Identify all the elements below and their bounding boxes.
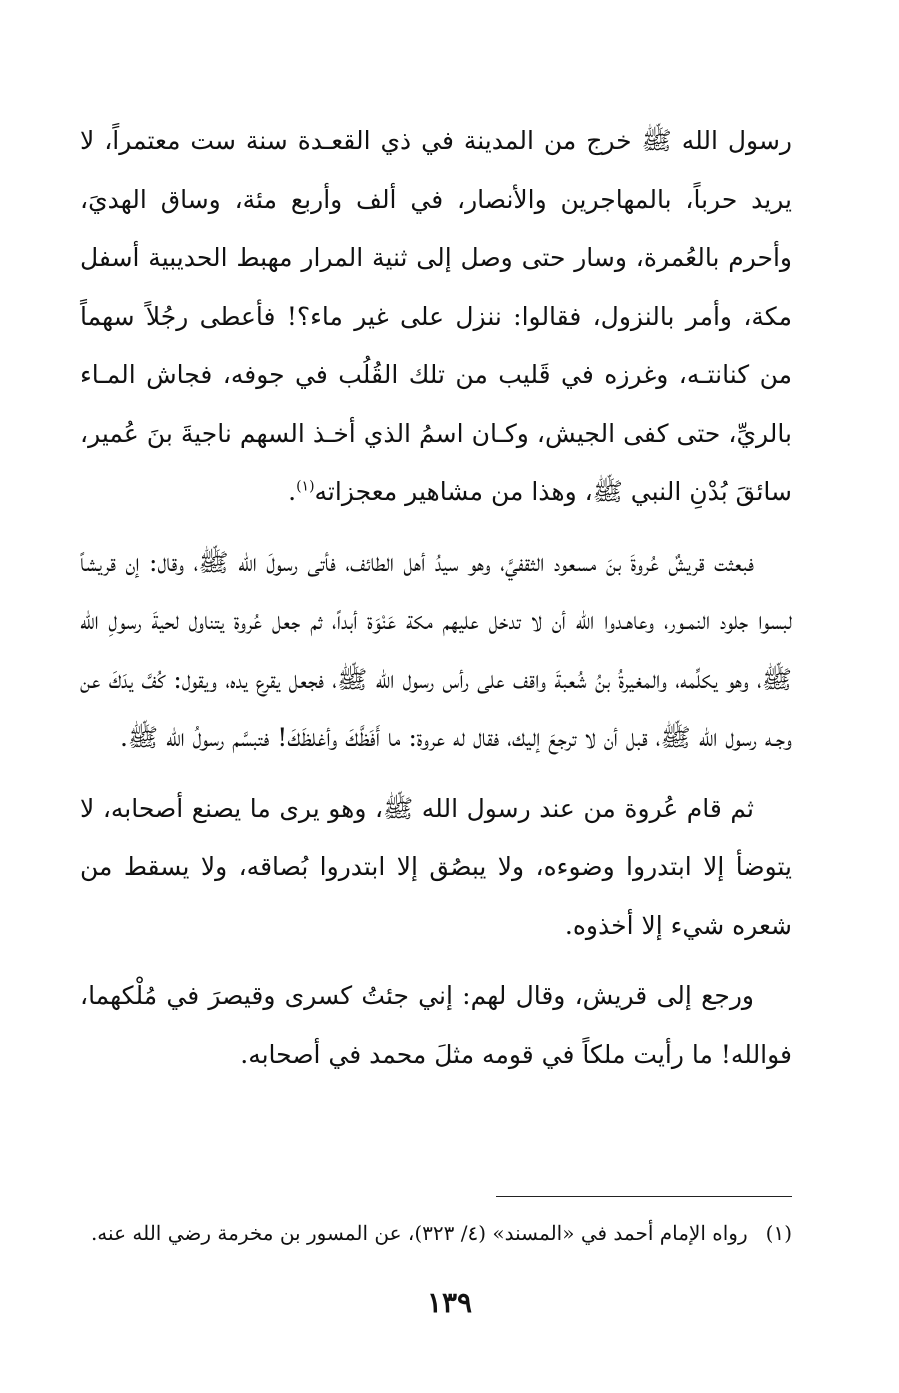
page-body — [80, 112, 792, 1084]
footnote-text: رواه الإمام أحمد في «المسند» (٤/ ٣٢٣)، عن المسور بن مخرمة رضي الله عنه. — [90, 1221, 748, 1245]
footnote-reference: (١) — [296, 478, 315, 495]
paragraph-4: ورجع إلى قريش، وقال لهم: إني جئتُ كسرى وقيصرَ في مُلْكهما، فوالله! ما رأيت ملكاً في قومه مثلَ محمد في أصحابه. — [80, 981, 792, 1069]
page-number: ١٣٩ — [426, 1286, 473, 1319]
footnote — [80, 1214, 792, 1252]
paragraph-1-tail: . — [288, 477, 297, 506]
paragraph-1 — [80, 112, 792, 522]
paragraph-2: فبعثت قريشٌ عُروةَ بنَ مسعود الثقفيَّ، وهو سيدُ أهل الطائف، فأتى رسولَ الله ﷺ، وقال: إن قريشاً لبسوا جلود النمـور، وعاهـدوا الله أن لا تدخل عليهم مكة عَنْوَة أبداً، ثم جعل عُروة يتناول لحيةَ رسولِ الله ﷺ، وهو يكلِّمه، والمغيرةُ بنُ شُعبةَ واقف على رأس رسول الله ﷺ، فجعل يقرع يده، ويقول: كُفَّ يدَكَ عن وجـه رسول الله ﷺ، قبل أن لا ترجعَ إليك، فقال له عروة: ما أَفَظَّكَ وأغلظَكَ! فتبسَّم رسولُ الله ﷺ. — [80, 547, 792, 752]
footnote-divider — [496, 1196, 792, 1197]
footnote-marker: (١) — [765, 1221, 792, 1245]
paragraph-1-text: رسول الله ﷺ خرج من المدينة في ذي القعـدة سنة ست معتمراً، لا يريد حرباً، بالمهاجرين والأنصار، في ألف وأربع مئة، وساق الهديَ، وأحرم بالعُمرة، وسار حتى وصل إلى ثنية المرار مهبط الحديبية أسفل مكة، وأمر بالنزول، فقالوا: ننزل على غير ماء؟! فأعطى رجُلاً سهماً من كنانتـه، وغرزه في قَليب من تلك القُلُب في جوفه، فجاش المـاء بالريِّ، حتى كفى الجيش، وكـان اسمُ الذي أخـذ السهم ناجيةَ بنَ عُمير، سائقَ بُدْنِ النبي ﷺ، وهذا من مشاهير معجزاته — [80, 126, 792, 506]
paragraph-3: ثم قام عُروة من عند رسول الله ﷺ، وهو يرى ما يصنع أصحابه، لا يتوضأ إلا ابتدروا وضوءه، ولا يبصُق إلا ابتدروا بُصاقه، ولا يسقط من شعره شيء إلا أخذوه. — [80, 793, 792, 940]
